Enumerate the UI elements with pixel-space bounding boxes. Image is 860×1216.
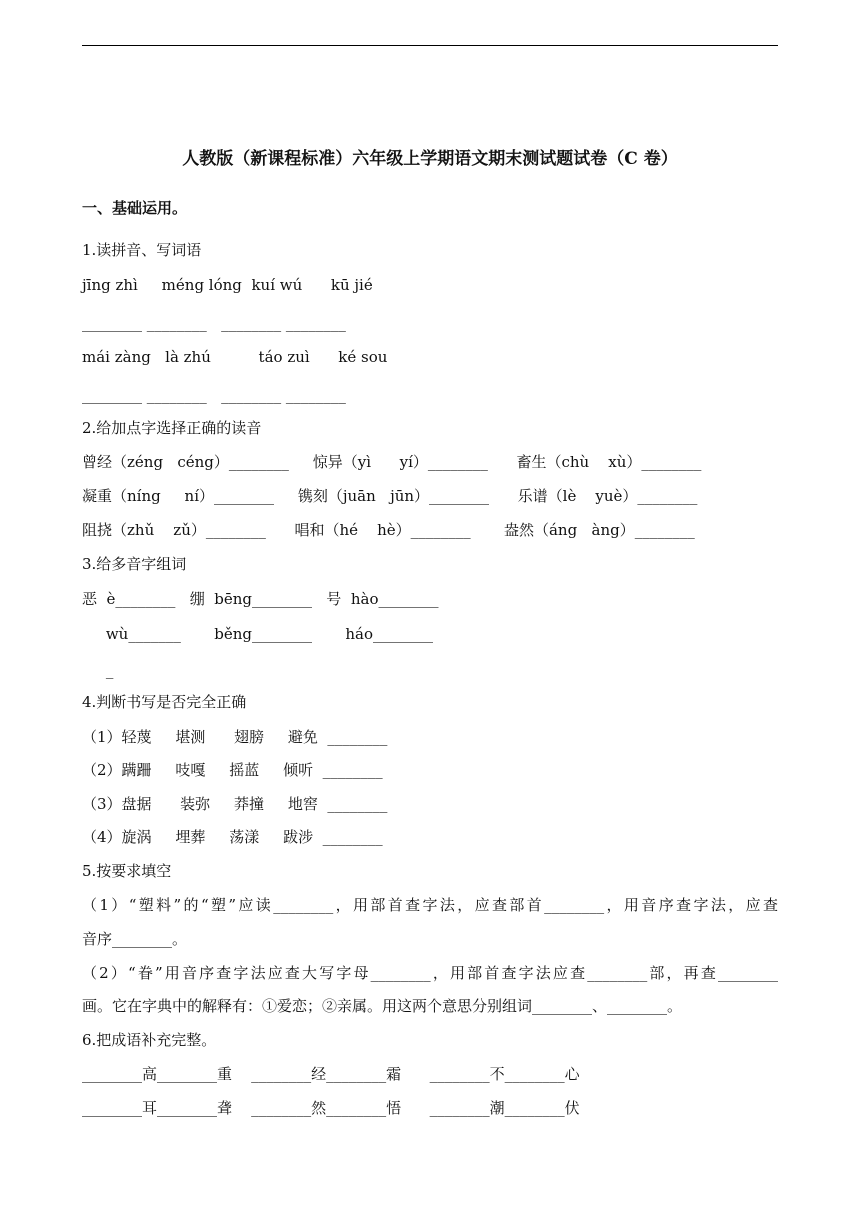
fill-paragraph-2-line-1: （2）“眷”用音序查字法应查大写字母________，用部首查字法应查________部，再查________ <box>82 964 778 982</box>
fill-paragraph-2-line-2: 画。它在字典中的解释有：①爱恋；②亲属。用这两个意思分别组词________、________。 <box>82 997 683 1015</box>
fill-paragraph-1-line-2: 音序________。 <box>82 930 188 948</box>
judge-item-3: （3）盘据 装弥 莽撞 地窖 ________ <box>82 795 388 813</box>
reading-choice-row-2: 凝重（níng ní）________ 镌刻（juān jūn）________ 乐谱（lè yuè）________ <box>82 487 698 505</box>
question-6-heading: 6.把成语补充完整。 <box>82 1031 217 1049</box>
idiom-row-2: ________耳________聋 ________然________悟 ________潮________伏 <box>82 1099 580 1117</box>
reading-choice-row-1: 曾经（zéng céng）________ 惊异（yì yí）________ 畜生（chù xù）________ <box>82 453 702 471</box>
header-rule <box>82 45 778 46</box>
answer-blank-row-1: ________ ________ ________ ________ <box>82 314 346 332</box>
question-4-heading: 4.判断书写是否完全正确 <box>82 693 247 711</box>
section-heading: 一、基础运用。 <box>82 199 188 217</box>
idiom-row-1: ________高________重 ________经________霜 ________不________心 <box>82 1065 580 1083</box>
fill-paragraph-1-line-1: （1）“塑料”的“塑”应读________，用部首查字法，应查部首________，用音序查字法，应查 <box>82 896 778 914</box>
reading-choice-row-3: 阻挠（zhǔ zǔ）________ 唱和（hé hè）________ 盎然（áng àng）________ <box>82 521 695 539</box>
pinyin-row-2: mái zàng là zhú táo zuì ké sou <box>82 348 388 366</box>
judge-item-1: （1）轻蔑 堪测 翅膀 避免 ________ <box>82 728 388 746</box>
polyphone-row-1: 恶 è________ 绷 bēng________ 号 hào________ <box>82 590 439 608</box>
question-3-heading: 3.给多音字组词 <box>82 555 187 573</box>
question-5-heading: 5.按要求填空 <box>82 862 172 880</box>
question-1-heading: 1.读拼音、写词语 <box>82 241 202 259</box>
answer-blank-row-2: ________ ________ ________ ________ <box>82 386 346 404</box>
polyphone-row-2: wù_______ běng________ háo________ <box>82 625 433 643</box>
judge-item-2: （2）蹒跚 吱嘎 摇蓝 倾听 ________ <box>82 761 383 779</box>
judge-item-4: （4）旋涡 埋葬 荡漾 跋涉 ________ <box>82 828 383 846</box>
polyphone-row-3: _ <box>82 661 114 679</box>
question-2-heading: 2.给加点字选择正确的读音 <box>82 419 262 437</box>
pinyin-row-1: jīng zhì méng lóng kuí wú kū jié <box>82 276 373 294</box>
page-title: 人教版（新课程标准）六年级上学期语文期末测试题试卷（C 卷） <box>182 149 678 169</box>
